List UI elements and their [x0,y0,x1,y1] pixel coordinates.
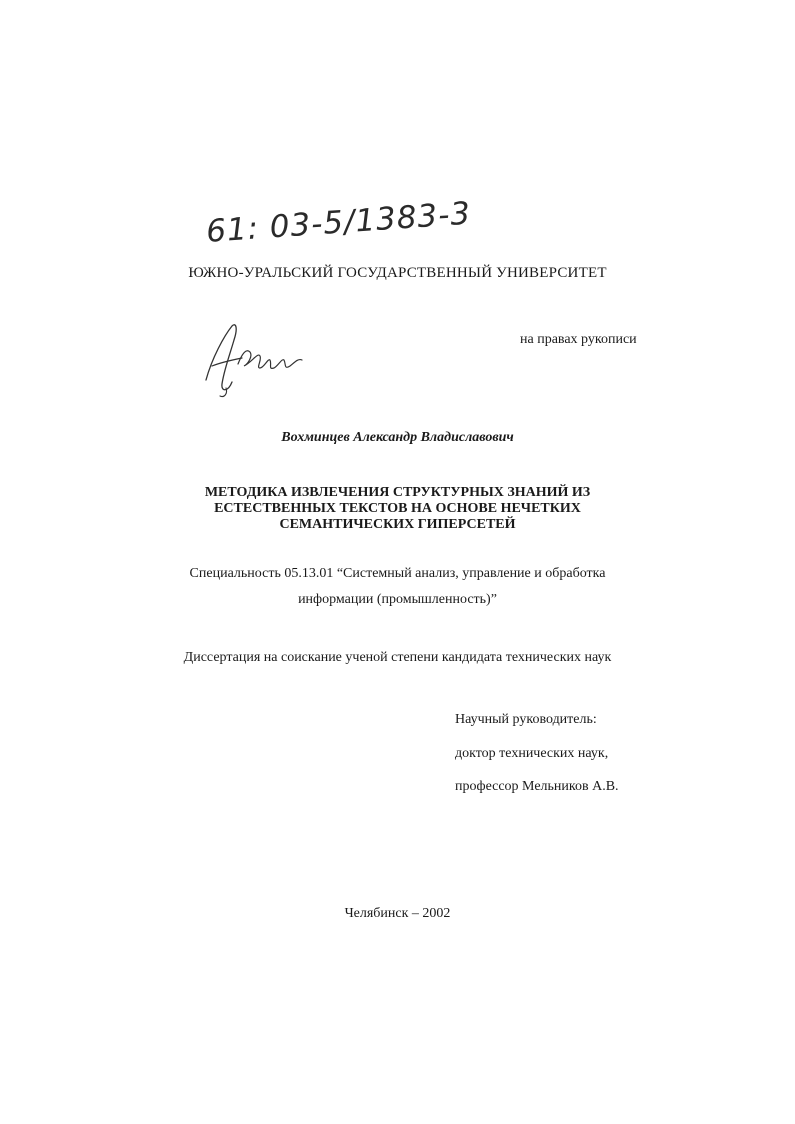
supervisor-name: профессор Мельников А.В. [455,779,619,794]
rights-note: на правах рукописи [520,332,637,347]
title-line: СЕМАНТИЧЕСКИХ ГИПЕРСЕТЕЙ [279,517,516,532]
dissertation-title [0,485,795,533]
university-name: ЮЖНО-УРАЛЬСКИЙ ГОСУДАРСТВЕННЫЙ УНИВЕРСИТЕТ [188,265,607,281]
supervisor-degree: доктор технических наук, [455,746,609,761]
specialty-line-1: Специальность 05.13.01 “Системный анализ, управление и обработка [189,566,606,581]
title-line: ЕСТЕСТВЕННЫХ ТЕКСТОВ НА ОСНОВЕ НЕЧЕТКИХ [214,501,581,516]
specialty-line-2: информации (промышленность)” [298,592,497,607]
archive-number-handwritten: 61: 03-5/1383-3 [205,195,473,250]
city-year: Челябинск – 2002 [344,906,451,921]
title-line: МЕТОДИКА ИЗВЛЕЧЕНИЯ СТРУКТУРНЫХ ЗНАНИЙ ИЗ [204,485,591,500]
supervisor-label: Научный руководитель: [455,712,597,727]
signature-icon [198,318,308,398]
author-name: Вохминцев Александр Владиславович [281,430,514,445]
thesis-type: Диссертация на соискание ученой степени кандидата технических наук [183,650,612,665]
